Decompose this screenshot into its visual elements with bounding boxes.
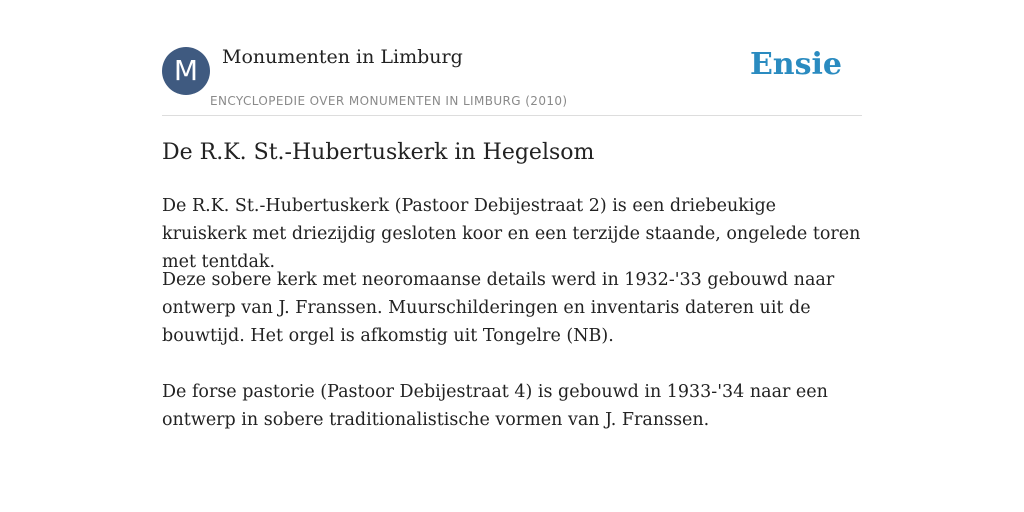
- page-title: De R.K. St.-Hubertuskerk in Hegelsom: [162, 140, 595, 165]
- article-paragraph: De forse pastorie (Pastoor Debijestraat 4) is gebouwd in 1933-'34 naar een ontwerp in sobere traditionalistische vormen van J. Franssen.: [162, 382, 828, 430]
- book-title[interactable]: Monumenten in Limburg: [222, 46, 463, 68]
- brand-logo[interactable]: Ensie: [749, 47, 842, 82]
- article-paragraph: Deze sobere kerk met neoromaanse details werd in 1932-'33 gebouwd naar ontwerp van J. Franssen. Muurschilderingen en inventaris dateren uit de bouwtijd. Het orgel is afkomstig uit Tongelre (NB).: [162, 270, 835, 346]
- avatar: M: [162, 47, 210, 95]
- book-subtitle: ENCYCLOPEDIE OVER MONUMENTEN IN LIMBURG (2010): [210, 94, 568, 108]
- article-paragraph: De R.K. St.-Hubertuskerk (Pastoor Debijestraat 2) is een driebeukige kruiskerk met driezijdig gesloten koor en een terzijde staande, ongelede toren met tentdak.: [162, 196, 861, 272]
- page: [162, 0, 862, 430]
- header: [162, 0, 862, 116]
